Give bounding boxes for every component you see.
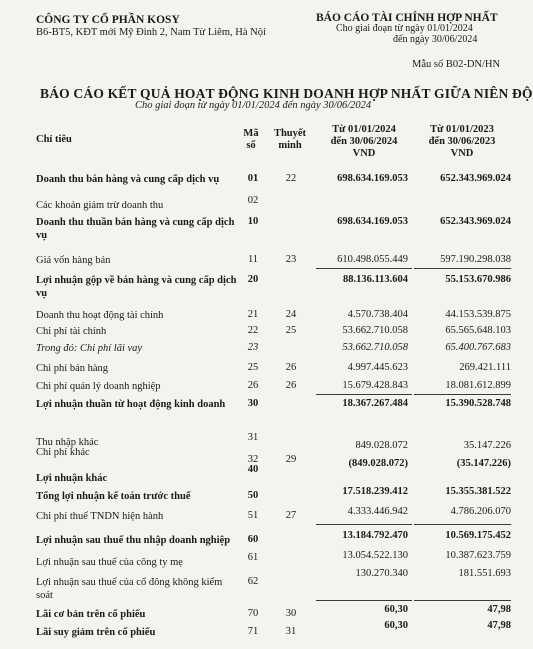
row-previous: 269.421.111 — [459, 362, 511, 373]
statement-title: BÁO CÁO KẾT QUẢ HOẠT ĐỘNG KINH DOANH HỢP NHẤT GIỮA NIÊN ĐỘ — [40, 86, 533, 101]
row-current: 4.570.738.404 — [347, 309, 408, 320]
row-current: 13.054.522.130 — [342, 550, 408, 561]
header-previous-period — [412, 124, 512, 160]
row-name: Lãi suy giảm trên cổ phiếu — [36, 627, 156, 638]
row-current: 698.634.169.053 — [337, 173, 408, 184]
row-current: 15.679.428.843 — [342, 380, 408, 391]
row-previous: 652.343.969.024 — [440, 173, 511, 184]
row-current: 60,30 — [384, 620, 408, 631]
row-previous: 18.081.612.899 — [445, 380, 511, 391]
header-cur-line1: Từ 01/01/2024 — [332, 124, 396, 135]
row-previous: 55.153.670.986 — [445, 274, 511, 285]
row-previous: 15.390.528.748 — [445, 398, 511, 409]
row-code: 70 — [247, 608, 259, 619]
header-note — [270, 128, 310, 152]
row-code: 22 — [247, 325, 259, 336]
row-note: 27 — [285, 510, 297, 521]
row-current: 18.367.267.484 — [342, 398, 408, 409]
row-name: Chi phí bán hàng — [36, 363, 109, 374]
header-prev-line2: đến 30/06/2023 — [428, 136, 496, 147]
row-previous: 597.190.298.038 — [440, 254, 511, 265]
row-name: Lợi nhuận khác — [36, 473, 108, 484]
row-note: 26 — [285, 362, 297, 373]
row-code: 40 — [247, 464, 259, 475]
subtotal-line — [414, 600, 511, 601]
row-previous: 10.387.623.759 — [445, 550, 511, 561]
row-code: 71 — [247, 626, 259, 637]
row-name: Lãi cơ bản trên cổ phiếu — [36, 609, 146, 620]
row-code: 21 — [247, 309, 259, 320]
row-previous: 652.343.969.024 — [440, 216, 511, 227]
row-name: Chi phí thuế TNDN hiện hành — [36, 511, 164, 522]
row-code: 20 — [247, 274, 259, 285]
row-code: 51 — [247, 510, 259, 521]
row-name: Trong đó: Chi phí lãi vay — [36, 343, 143, 354]
row-previous: 44.153.539.875 — [445, 309, 511, 320]
row-note: 23 — [285, 254, 297, 265]
row-name: Chi phí khác — [36, 447, 90, 458]
row-name: Chi phí tài chính — [36, 326, 107, 337]
row-name: Doanh thu thuần bán hàng và cung cấp dịch vụ — [36, 217, 235, 241]
row-code: 26 — [247, 380, 259, 391]
row-current: 53.662.710.058 — [342, 342, 408, 353]
header-cur-line2: đến 30/06/2024 — [330, 136, 398, 147]
row-name: Lợi nhuận gộp về bán hàng và cung cấp dịch vụ — [36, 275, 237, 299]
subtotal-line — [414, 268, 511, 269]
row-previous: 15.355.381.522 — [445, 486, 511, 497]
row-code: 50 — [247, 490, 259, 501]
row-note: 22 — [285, 173, 297, 184]
row-name: Lợi nhuận sau thuế thu nhập doanh nghiệp — [36, 535, 231, 546]
row-previous: 4.786.206.070 — [450, 506, 511, 517]
row-code: 60 — [247, 534, 259, 545]
row-code: 10 — [247, 216, 259, 227]
subtotal-line — [316, 268, 412, 269]
header-code — [238, 128, 264, 152]
row-code: 25 — [247, 362, 259, 373]
row-name: Tổng lợi nhuận kế toán trước thuế — [36, 491, 191, 502]
header-note-line1: Thuyết — [273, 128, 307, 139]
row-current: 53.662.710.058 — [342, 325, 408, 336]
row-note: 30 — [285, 608, 297, 619]
report-period-line1: Cho giai đoạn từ ngày 01/01/2024 — [336, 23, 473, 34]
row-current: 849.028.072 — [355, 440, 408, 451]
row-current: 698.634.169.053 — [337, 216, 408, 227]
header-prev-line3: VND — [450, 148, 474, 159]
row-previous: 65.400.767.683 — [445, 342, 511, 353]
subtotal-line — [414, 524, 511, 525]
header-code-line2: số — [246, 140, 256, 151]
row-code: 31 — [247, 432, 259, 443]
subtotal-line — [414, 394, 511, 395]
row-current: 60,30 — [384, 604, 408, 615]
row-current: 88.136.113.604 — [342, 274, 408, 285]
row-code: 02 — [247, 195, 259, 206]
row-previous: 35.147.226 — [463, 440, 511, 451]
row-current: 13.184.792.470 — [342, 530, 408, 541]
row-name: Doanh thu hoạt động tài chính — [36, 310, 164, 321]
row-name: Lợi nhuận sau thuế của cổ đông không kiểm soát — [36, 577, 223, 601]
row-name: Doanh thu bán hàng và cung cấp dịch vụ — [36, 174, 220, 185]
subtotal-line — [316, 394, 412, 395]
row-current: (849.028.072) — [348, 458, 408, 469]
row-code: 01 — [247, 173, 259, 184]
row-current: 17.518.239.412 — [342, 486, 408, 497]
row-name: Lợi nhuận thuần từ hoạt động kinh doanh — [36, 399, 226, 410]
row-code: 62 — [247, 576, 259, 587]
row-current: 4.997.445.623 — [347, 362, 408, 373]
header-current-period — [316, 124, 412, 160]
row-name: Chi phí quản lý doanh nghiệp — [36, 381, 161, 392]
row-name: Thu nhập khác — [36, 437, 99, 448]
header-item: Chỉ tiêu — [36, 134, 72, 145]
header-note-line2: minh — [278, 140, 302, 151]
statement-subtitle: Cho giai đoạn từ ngày 01/01/2024 đến ngày 30/06/2024 — [135, 100, 372, 111]
company-address: B6-BT5, KĐT mới Mỹ Đình 2, Nam Từ Liêm, Hà Nội — [36, 27, 266, 38]
report-period-line2: đến ngày 30/06/2024 — [393, 34, 478, 45]
row-note: 29 — [285, 454, 297, 465]
subtotal-line — [316, 524, 412, 525]
row-previous: 47,98 — [487, 604, 511, 615]
row-code: 61 — [247, 552, 259, 563]
subtotal-line — [316, 600, 412, 601]
row-note: 24 — [285, 309, 297, 320]
row-current: 130.270.340 — [355, 568, 408, 579]
report-title: BÁO CÁO TÀI CHÍNH HỢP NHẤT — [316, 12, 498, 24]
row-name: Lợi nhuận sau thuế của công ty mẹ — [36, 557, 183, 568]
row-name: Giá vốn hàng bán — [36, 255, 111, 266]
header-code-line1: Mã — [243, 128, 259, 139]
row-name: Các khoản giảm trừ doanh thu — [36, 200, 164, 211]
row-previous: 47,98 — [487, 620, 511, 631]
row-note: 26 — [285, 380, 297, 391]
header-cur-line3: VND — [352, 148, 376, 159]
header-prev-line1: Từ 01/01/2023 — [430, 124, 494, 135]
row-code: 32 — [247, 454, 259, 465]
row-previous: 10.569.175.452 — [445, 530, 511, 541]
row-current: 4.333.446.942 — [347, 506, 408, 517]
row-previous: 181.551.693 — [458, 568, 511, 579]
row-code: 23 — [247, 342, 259, 353]
row-code: 11 — [247, 254, 259, 265]
company-name: CÔNG TY CỔ PHẦN KOSY — [36, 14, 180, 26]
form-number: Mẫu số B02-DN/HN — [412, 59, 501, 70]
row-note: 25 — [285, 325, 297, 336]
row-note: 31 — [285, 626, 297, 637]
row-previous: 65.565.648.103 — [445, 325, 511, 336]
row-current: 610.498.055.449 — [337, 254, 408, 265]
row-code: 30 — [247, 398, 259, 409]
row-previous: (35.147.226) — [456, 458, 511, 469]
